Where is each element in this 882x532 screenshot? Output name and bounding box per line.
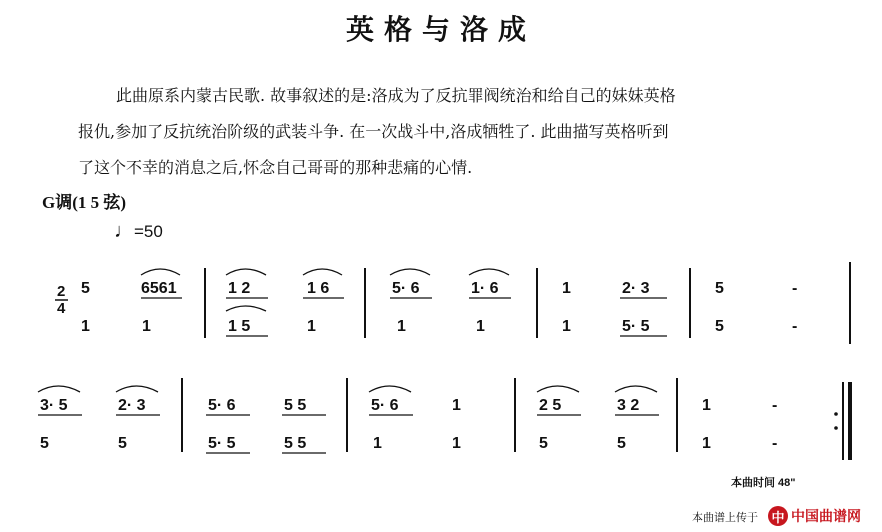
note: 6561 <box>141 280 177 297</box>
upload-credit: 本曲谱上传于 <box>692 512 758 524</box>
note: 1 6 <box>307 280 330 297</box>
note: 5 5 <box>284 435 307 452</box>
note: 1 <box>452 397 461 414</box>
description-line-1: 此曲原系内蒙古民歌. 故事叙述的是:洛成为了反抗罪阀统治和给自己的妹妹英格 <box>116 86 676 105</box>
tempo-value: =50 <box>134 222 163 241</box>
note: 5 5 <box>284 397 307 414</box>
row2-lower <box>40 435 777 452</box>
note: - <box>772 435 778 452</box>
note: 5 <box>715 318 724 335</box>
note: 5 <box>40 435 49 452</box>
note: 5 <box>715 280 724 297</box>
description-line-2: 报仇,参加了反抗统治阶级的武装斗争. 在一次战斗中,洛成牺牲了. 此曲描写英格听到 <box>78 122 669 141</box>
note: 1 5 <box>228 318 251 335</box>
note: 1 <box>562 318 571 335</box>
site-logo[interactable] <box>768 505 880 527</box>
note: 1 <box>397 318 406 335</box>
note: 1 <box>702 397 711 414</box>
note: 5· 5 <box>622 318 650 335</box>
description-line-3: 了这个不幸的消息之后,怀念自己哥哥的那种悲痛的心情. <box>78 158 473 177</box>
logo-text: 中国曲谱网 <box>791 508 861 524</box>
quarter-note-icon: ♩ <box>114 220 134 242</box>
time-sig-bottom: 4 <box>57 300 66 317</box>
note: 2· 3 <box>118 397 146 414</box>
note: 5· 5 <box>208 435 236 452</box>
row2-barlines <box>182 378 850 460</box>
row1-barlines <box>205 262 850 344</box>
note: 5 <box>81 280 90 297</box>
row2-upper <box>40 397 777 414</box>
note: 5 <box>539 435 548 452</box>
note: 3 2 <box>617 397 640 414</box>
note: 1 2 <box>228 280 251 297</box>
note: 2· 3 <box>622 280 650 297</box>
note: 3· 5 <box>40 397 68 414</box>
note: 1 <box>307 318 316 335</box>
note: 5· 6 <box>392 280 420 297</box>
note: - <box>792 318 798 335</box>
note: - <box>772 397 778 414</box>
note: 1 <box>142 318 151 335</box>
note: 1 <box>702 435 711 452</box>
duration-note: 本曲时间 48" <box>731 477 796 489</box>
page-title: 英格与洛成 <box>345 13 536 46</box>
note: 5 <box>617 435 626 452</box>
note: 2 5 <box>539 397 562 414</box>
note: 5· 6 <box>208 397 236 414</box>
note: 1 <box>562 280 571 297</box>
note: 1 <box>373 435 382 452</box>
note: 1· 6 <box>471 280 499 297</box>
note: - <box>792 280 798 297</box>
note: 1 <box>452 435 461 452</box>
note: 1 <box>81 318 90 335</box>
key-signature: G调(1 5 弦) <box>42 193 127 212</box>
logo-mark-icon: 中 <box>768 506 788 526</box>
note: 5 <box>118 435 127 452</box>
note: 5· 6 <box>371 397 399 414</box>
note: 1 <box>476 318 485 335</box>
time-sig-top: 2 <box>57 283 66 300</box>
